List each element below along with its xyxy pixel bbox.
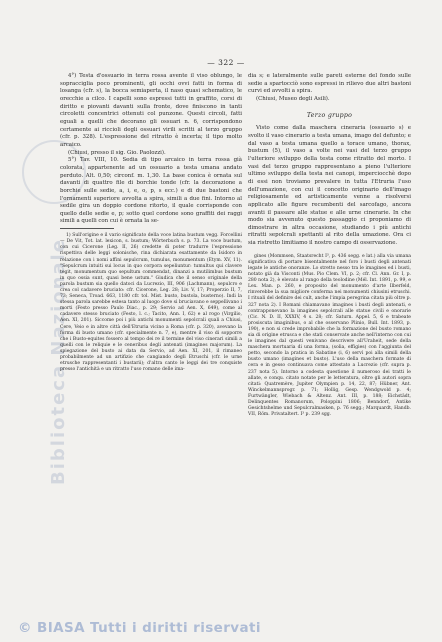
paragraph-location-asili: (Chiusi, Museo degli Asili).	[256, 95, 330, 102]
section-title-terzo-gruppo: Terzo gruppo	[306, 111, 353, 119]
footnote-bustum: 1) Sull'origine e il vario significato della voce latina bustum vegg. Forcellini — De Vit, Tot. lat. lexicon, s. bustum; Wörterbuch s. p. 73. La voce bustum, con cui Cicerone (Leg. II, 26) credette di poter tradurre l'espressione rispettiva delle leggi solonische, rina dichiarata esattamente da Isidoro in relazione con i nomi affini sepulcrum, tumulus, monumentum (Etym. XV, 11). "Sepulcrum intuiti sui locus in quo corpora sepeliuntur: tumultus qui clavere tegit, monumentum quo sepultum commendat, dinanzi a mutilimbus bustum in quo ossia sunt, quasi bene ustum." Giudica che il senso originale della parola bustum sia quello datoci da Lucrezio, III, 906 (Lachmann), sepulcro e crea col cadavere bruciato: cfr. Cicerone, Leg. 28; Liv. V, 17; Properzio II, 7, 73; Seneca, Troad. 663, 1180 cfr. tol. Mist. busto, bustola, busterno). Indi la stessa parola sarebbe estesa tanto al luogo dove si bruciavano e seppellivano i morti (Festo presso Paulo Diac., p. 29; Servio ad Aen. X, 649), come al cadavere stesso bruciato (Festo, l. c.; Tacito, Ann. I, 62) e al rogo (Virgilio, Aen. XI, 201). Siccome poi i più antichi monumenti sepolcrali quali a Chiusi, Cere, Veio e in altre città dell'Etruria vicino a Roma (cfr. p. 320), avevano la forma di busto umano (cfr. specialmente n. 7, e), mentre il viso di sopporre che i Busto-equites fossero al tempo dei re il termine del viso cinerari simili a quelli con le reliquie e le ceneribus degli antenati (imagines majorum). La spiegazione del busto ai data da Servio, ad Aen. XI, 201, il rimaneo probabilmente ad un artifizio che cangiando degli Etruschi (cfr. le urne etrusche rappresentanti i bustarii); d'altra canto le leggi dei tre conquiste presso l'antichità e un ritratto l'uso romano delle ima-	[60, 233, 242, 373]
side-stamp-text: Biblioteca Nazionale	[48, 238, 69, 485]
paragraph-location-paolozzi: (Chiusi, presso il sig. Gio. Paolozzi).	[68, 149, 166, 156]
right-footnotes	[248, 254, 411, 419]
right-column	[248, 73, 411, 418]
paragraph-continuation: dia s; e lateralmente sulle pareti esterne del fondo sulle sedie a spartocciò sono espressi in rilievo due altri bastoni curvi ed avvolti a spira.	[248, 73, 411, 95]
paragraph-terzo-gruppo-intro: Visto come dalla maschera cineraria (ossuario s) e svolto il vaso cinerario a testa umana, imago del defunto; e dal vaso a testa umana quello a torace umano, thorax, bustum (5), il vaso a volte nei vasi del terzo gruppo l'ulteriore sviluppo della testa come ritratto del morto. I vasi del terzo gruppo rappresentano a pieno l'ulteriore ultimo sviluppo della testa nei canopi, imperciocchè dopo di essi non troviamo prevalere in tutta l'Etruria l'uso dell'umazione, con cui il concetto originario dell'imago religiosamente ed artisticamente venne a risolversi applicato alle figure recumbenti del sarcofago, ancora avanti il passare alle statue e alle urne cinerarie. In che modo sia avvenuto questo passaggio ci proponiamo di dimostrare in altra occasione, studiando i più antichi ritratti sepolcrali spettanti al rito della umazione. Ora ci sia ristretto limitiamo il nostro campo di osservazione.	[248, 125, 411, 247]
footnote-imagines-continuation: gines (Mommsen, Staatsrecht I³, p. 436 segg. e lat.) alla via umana significativa di portare bisentalmente nel foro i busti degli antenati legate le antiche onoranze. Lo stretto nesso tra le imagines ed i busti, notato già da Visconti (Mus. Pio Clem. VI, p. 2; cfr. Cl. Ann. Gr. I, p. 280 nota 2), è elevato al rango della teolodine (Mél. Int. 1891, p. 99, e Lex. Man. p. 260, e proposito del monumento d'arte Ilberfeld, rinverebbe la sua migliore conferma nei monumenti chiusini etruschi. I rituali del definire dei cult, anche l'impia peregrina citata più oltre p. 327 nota 2). I Romani chiamavano imagines i busti degli antenati, e contrapponevano la imagines sepolcrali alle statue civili e onorarie (Cic. N. D. II, XXXIV, 4 s. 28; cfr. Saturn. Appel. 5, 6 e trabeate prosiscuta imaginibus, o al che osservano Plinio, Bull. Int. 1893, p. 190), e non si crede improbabile che la formazione del busto romano sia di origine etrusca e che stati conservate anche nell'interno con cui le imagines dal questi venivano descrivere all'Uraheit, sede della maschera mortuaria di una forma, (solia, effigies) con l'aggiunta del petto, secondo la pratica in Sabatine (i, 6) servì poi alla simili della busto umano (imagines et busto). L'uso della maschera formate di cera e in gesso continuava come attestato a Lucrezio (cfr. supra p. 237 nota 5). Intorno a codesta questione il numeroso dei tratti le allate, e conqu. citato notate per le letteratura, oltre gli autori sopra citati: Quatremère, Jupiter Olympien p. 14, 22, 87; Hübner, Ant. Winckelmannsprogr. p. 71; Hollig, Gesp. Wendgwold p. 4; Furtwängler, Wiebach & Altenz. Ant. III, p. 188; Eichstädt, Delinquentes Romanorum, Poloppini 1806; Benndorf, Antike Gesichtshelme und Sepulcralmasken, p. 76 segg.; Marquardt, Handb. VII, Röm. Privataltert. I³ p. 239 sgg.	[248, 253, 411, 418]
copyright-watermark: © BIASA Tutti i diritti riservati	[18, 620, 261, 636]
left-footnotes	[60, 233, 242, 373]
paragraph-ossuary-head-4: 4°) Testa d'ossuario in terra rossa avente il viso oblungo, le sopracciglia poco prominenti, gli occhi ovvi fatti in forma di losanga (cfr. s), la bocca semiaperta, il naso quasi schematico, le orecchie a cilco. I capelli sono espressi tutti in graffito, corsi di diritto e piovanti davanti sulla fronte, dove finiscono in tanti circoletti concentrici ottenuti col punzone. Questi circoli, fatti eguali a quelli che decorano gli ossuari n. 6, corrispondono certamente ai riccioli degli ossuari virili scritti al terzo gruppo (cfr. p. 328). L'espressione del ritratto è incerta; il tipo molto arcaico.	[60, 73, 242, 148]
paragraph-tav-viii-10: 5°) Tav. VIII, 10. Sedia di tipo arcaico in terra rossa già colorata, appartenente ad un ossuario a testa umana andato perduto. Alt. 0,50; circonf. m. 1,30. La base conica è ornata sul davanti di quattro file di borchie tonde (cfr. la decorazione a borchie sulle sedie, a, i, e, o, p, s ecc.) e di due bastoni che l'ornamenti superiore avvolta a spira, simili a due fini. Intorno al sedile gira un doppio cordone ritorto, il quale corrisponde con quello delle sedie e, p; sotto quel cordone sono graffiti dei raggi simili a quelli con cui è ornata la se-	[60, 157, 242, 225]
page-number: — 322 —	[207, 58, 245, 67]
left-column	[60, 73, 242, 373]
footnote-divider	[60, 228, 114, 229]
